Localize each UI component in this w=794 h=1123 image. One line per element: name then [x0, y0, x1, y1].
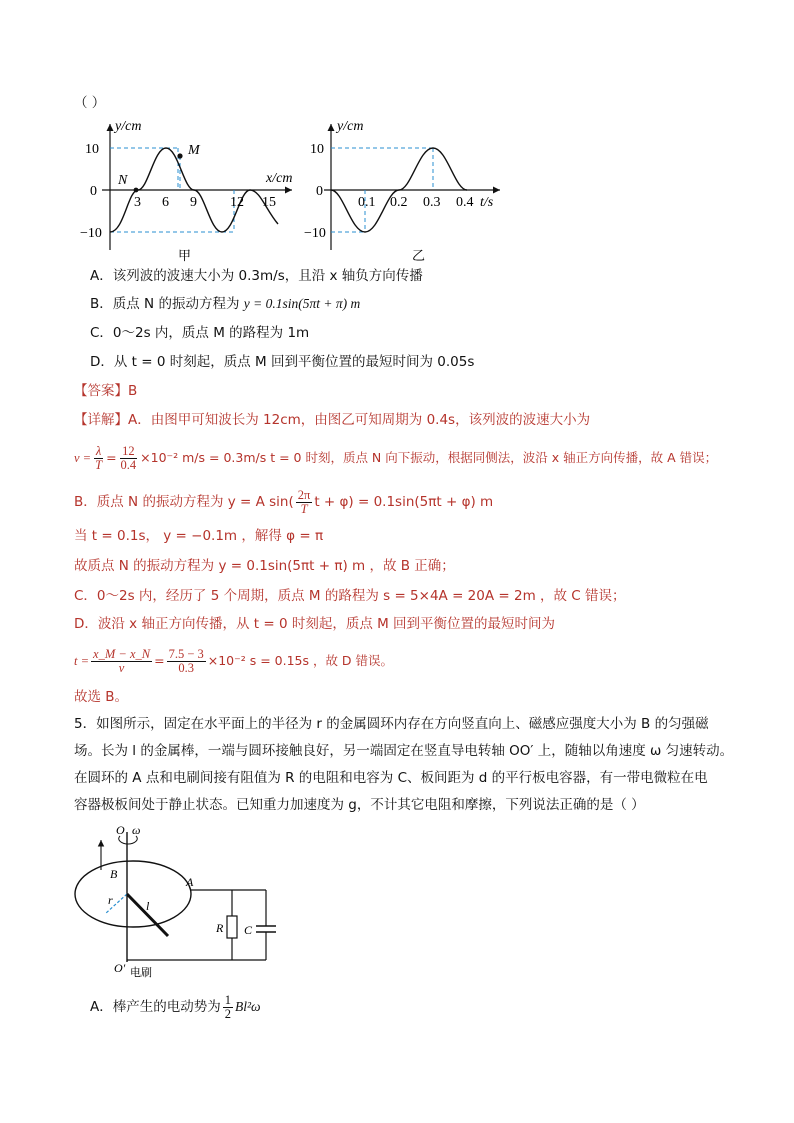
detail-line-3: [74, 487, 493, 517]
jia-x-tick-9: 9: [190, 195, 197, 210]
yi-x-tick-01: 0.1: [358, 195, 376, 210]
detail-line-7: D．波沿 x 轴正方向传播，从 t = 0 时刻起，质点 M 回到平衡位置的最短时间为: [74, 616, 556, 632]
jia-y-label: y/cm: [115, 119, 142, 134]
fig-label-a: A: [186, 875, 194, 889]
fig-label-o-prime: O′: [114, 961, 126, 975]
fig-label-omega: ω: [132, 823, 141, 837]
detail-line-6: C．0～2s 内，经历了 5 个周期，质点 M 的路程为 s = 5×4A = 20A = 2m ，故 C 错误；: [74, 588, 626, 604]
circuit-figure: [70, 822, 290, 982]
fig-label-brush: 电刷: [130, 967, 152, 979]
question-paren: （ ）: [74, 95, 106, 111]
jia-y-tick-0: 0: [90, 184, 97, 199]
detail-line-5: 故质点 N 的振动方程为 y = 0.1sin(5πt + π) m ，故 B 正确；: [74, 558, 455, 574]
fig-label-l: l: [146, 899, 150, 913]
q5-option-a-text: A．棒产生的电动势为: [90, 999, 221, 1015]
yi-y-tick-0: 0: [316, 184, 323, 199]
frac-xm-xn: x_M − x_N: [93, 646, 151, 661]
jia-point-m: M: [188, 143, 200, 158]
option-b: [90, 294, 360, 314]
jia-caption: 甲: [178, 248, 192, 262]
jia-x-label: x/cm: [266, 171, 293, 186]
fig-label-b: B: [110, 867, 118, 881]
detail-line-1: [74, 410, 590, 430]
fig-label-c: C: [244, 923, 253, 937]
yi-x-tick-03: 0.3: [423, 195, 441, 210]
detail-t: t =: [74, 654, 90, 668]
frac-t2: T: [300, 501, 308, 516]
q5-line-1: 5．如图所示，固定在水平面上的半径为 r 的金属圆环内存在方向竖直向上、磁感应强度大小为 B 的匀强磁: [74, 716, 709, 732]
detail-text-1: A．由图甲可知波长为 12cm，由图乙可知周期为 0.4s，该列波的波速大小为: [128, 412, 591, 428]
q5-frac-2: 2: [224, 1006, 231, 1021]
detail-label: 【详解】: [74, 412, 128, 428]
yi-y-label: y/cm: [337, 119, 364, 134]
q5-line-3: 在圆环的 A 点和电刷间接有阻值为 R 的电阻和电容为 C、板间距为 d 的平行板电容器，有一带电微粒在电: [74, 770, 708, 786]
answer-label: 【答案】: [74, 383, 128, 399]
detail-eq: =: [106, 450, 117, 465]
detail-line-2: [74, 443, 717, 473]
detail-text-3-rest: t + φ) = 0.1sin(5πt + φ) m: [314, 494, 494, 510]
yi-x-label: t/s: [480, 195, 494, 210]
q5-frac-1: 1: [224, 992, 231, 1007]
jia-y-tick-10: 10: [85, 142, 99, 157]
graph-jia: [80, 112, 310, 262]
fig-label-r-resistor: R: [216, 921, 224, 935]
detail-text-2: ×10⁻² m/s = 0.3m/s t = 0 时刻，质点 N 向下振动，根据同侧法，波沿 x 轴正方向传播，故 A 错误；: [140, 450, 718, 465]
jia-point-n: N: [118, 173, 128, 188]
jia-x-tick-12: 12: [230, 195, 244, 210]
frac-2pi: 2π: [297, 487, 311, 502]
yi-y-tick-10: 10: [310, 142, 324, 157]
option-b-text: B．质点 N 的振动方程为: [90, 296, 244, 312]
answer-value: B: [128, 383, 138, 399]
yi-x-tick-02: 0.2: [390, 195, 408, 210]
yi-y-tick-neg10: −10: [304, 226, 326, 241]
detail-text-8: ×10⁻² s = 0.15s ，故 D 错误。: [207, 653, 394, 668]
conclusion: 故选 B。: [74, 689, 129, 705]
q5-line-4: 容器极板间处于静止状态。已知重力加速度为 g，不计其它电阻和摩擦，下列说法正确的是（ ）: [74, 797, 645, 813]
detail-v: v =: [74, 451, 92, 465]
jia-x-tick-15: 15: [262, 195, 276, 210]
frac-75-3: 7.5 − 3: [168, 646, 204, 661]
frac-v: v: [118, 660, 125, 675]
option-b-equation: y = 0.1sin(5πt + π) m: [243, 296, 361, 311]
q5-line-2: 场。长为 l 的金属棒，一端与圆环接触良好，另一端固定在竖直导电转轴 OO′ 上，随轴以角速度 ω 匀速转动。: [74, 743, 734, 759]
detail-line-8: t = $\frac{x\_M - x\_N}{v}$ = $\frac{7.5 - 3}{0.3}$ ×10⁻² s = 0.15s ，故 D 错误。: [74, 646, 394, 675]
detail-text-3-pre: B．质点 N 的振动方程为 y = A sin(: [74, 494, 294, 510]
frac-12: 12: [122, 443, 135, 458]
jia-x-tick-6: 6: [162, 195, 169, 210]
yi-caption: 乙: [412, 248, 426, 262]
frac-t: T: [95, 457, 103, 472]
frac-lambda: λ: [95, 443, 102, 458]
detail-line-4: 当 t = 0.1s， y = −0.1m ，解得 φ = π: [74, 528, 324, 544]
yi-x-tick-04: 0.4: [456, 195, 474, 210]
option-a: A．该列波的波速大小为 0.3m/s，且沿 x 轴负方向传播: [90, 268, 423, 284]
answer-line: [74, 381, 137, 401]
fig-label-o: O: [116, 823, 125, 837]
option-d: D．从 t = 0 时刻起，质点 M 回到平衡位置的最短时间为 0.05s: [90, 354, 475, 370]
q5-option-a: [90, 992, 261, 1022]
fig-label-r: r: [108, 893, 113, 907]
frac-04: 0.4: [120, 457, 137, 472]
graph-yi: [304, 112, 514, 262]
q5-option-a-expr: Bl²ω: [235, 999, 261, 1014]
option-c: C．0～2s 内，质点 M 的路程为 1m: [90, 325, 310, 341]
jia-y-tick-neg10: −10: [80, 226, 102, 241]
jia-x-tick-3: 3: [134, 195, 141, 210]
frac-03: 0.3: [178, 660, 194, 675]
